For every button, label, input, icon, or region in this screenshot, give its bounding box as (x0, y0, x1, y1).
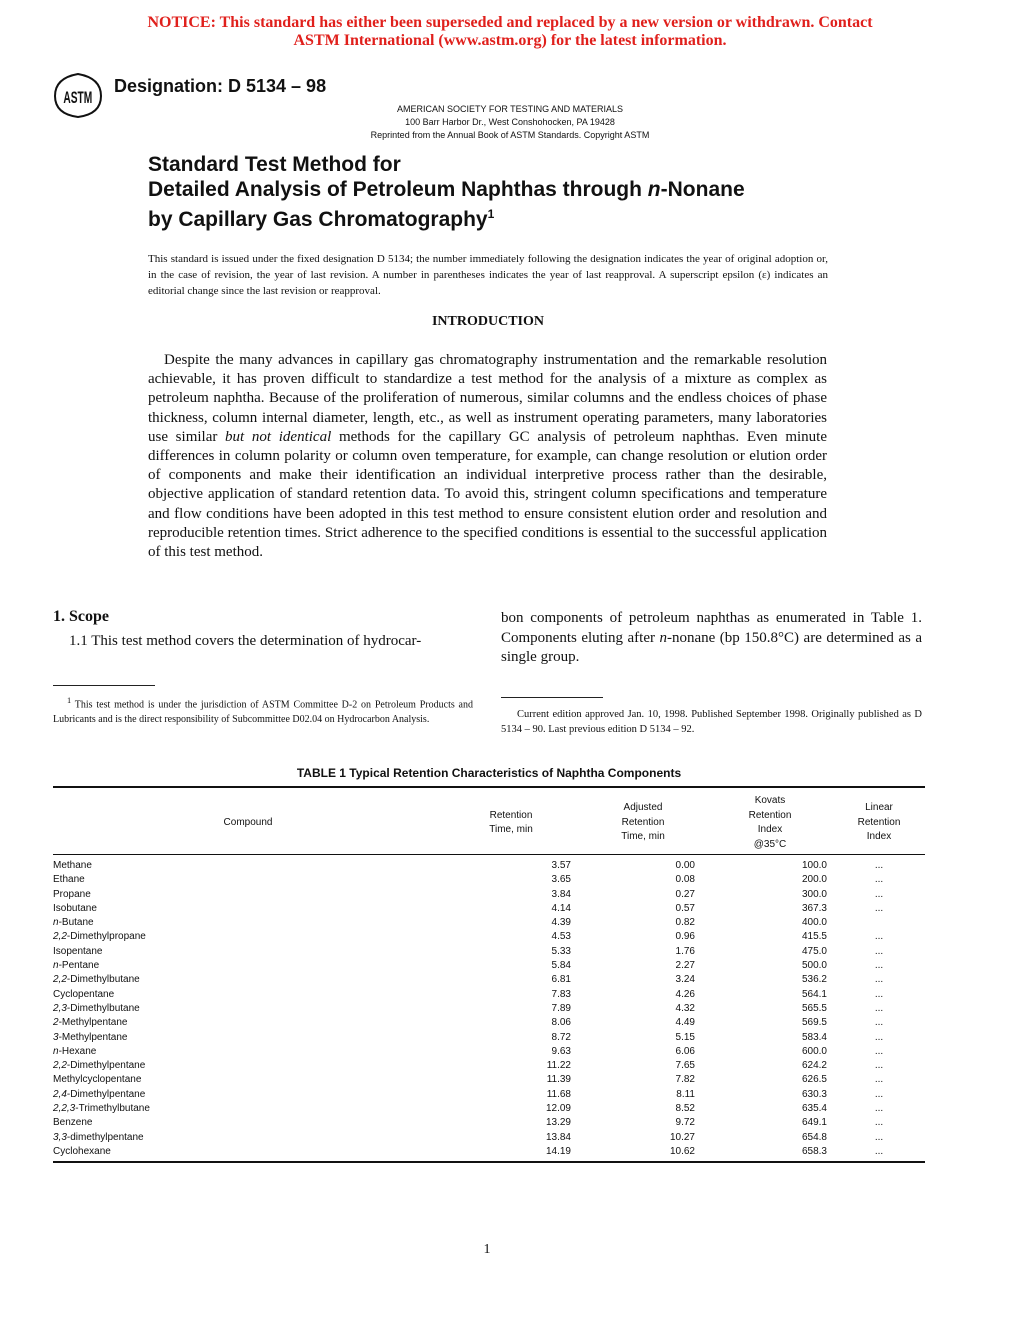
table-row (53, 888, 925, 902)
retention-time-cell: 5.33 (551, 945, 571, 957)
retention-time-cell: 7.89 (551, 1002, 571, 1014)
compound-cell: 2-Methylpentane (53, 1017, 128, 1029)
linear-index-cell: ... (874, 888, 884, 900)
header-kovats-index: Kovats Retention Index @35°C (707, 787, 833, 855)
compound-cell: 2,2-Dimethylpentane (53, 1060, 146, 1072)
kovats-index-cell: 564.1 (801, 988, 827, 1000)
footnote-rule-left (53, 685, 155, 686)
adjusted-retention-cell: 0.27 (675, 888, 695, 900)
retention-time-cell: 6.81 (551, 974, 571, 986)
kovats-index-cell: 400.0 (801, 917, 827, 929)
society-address: 100 Barr Harbor Dr., West Conshohocken, PA 19428 (405, 117, 615, 127)
retention-time-cell: 12.09 (545, 1103, 571, 1115)
compound-cell: Propane (53, 888, 91, 900)
retention-time-cell: 4.53 (551, 931, 571, 943)
table-row (53, 873, 925, 887)
compound-cell: n-Hexane (53, 1045, 97, 1057)
edition-note: Current edition approved Jan. 10, 1998. Published September 1998. Originally published as D 5134 – 90. Last previous edition D 5134 – 92. (501, 709, 922, 735)
kovats-index-cell: 200.0 (801, 874, 827, 886)
retention-table (53, 786, 925, 1163)
kovats-index-cell: 626.5 (801, 1074, 827, 1086)
adjusted-retention-cell: 0.00 (675, 860, 695, 871)
linear-index-cell: ... (874, 1145, 884, 1157)
notice-line-1: NOTICE: This standard has either been superseded and replaced by a new version or withdrawn. Contact (147, 14, 873, 31)
linear-index-cell: ... (874, 1131, 884, 1143)
linear-index-cell (833, 916, 925, 930)
table-row (53, 1031, 925, 1045)
compound-cell: n-Pentane (53, 960, 100, 972)
standard-title (148, 152, 745, 232)
header-retention-time: Retention Time, min (443, 787, 579, 855)
compound-cell: Ethane (53, 874, 85, 886)
astm-logo (52, 70, 104, 120)
table-caption: TABLE 1 Typical Retention Characteristics of Naphtha Components (296, 766, 682, 780)
kovats-index-cell: 536.2 (801, 974, 827, 986)
retention-time-cell: 9.63 (551, 1045, 571, 1057)
retention-time-cell: 7.83 (551, 988, 571, 1000)
linear-index-cell: ... (874, 974, 884, 986)
footnote-rule-right (501, 697, 603, 698)
compound-cell: Cyclopentane (53, 988, 115, 1000)
table-row (53, 902, 925, 916)
linear-index-cell: ... (874, 1074, 884, 1086)
adjusted-retention-cell: 10.27 (669, 1131, 695, 1143)
linear-index-cell: ... (874, 874, 884, 886)
compound-cell: Methane (53, 860, 92, 871)
kovats-index-cell: 475.0 (801, 945, 827, 957)
linear-index-cell: ... (874, 1088, 884, 1100)
table-row (53, 855, 925, 874)
table-row (53, 1016, 925, 1030)
header-compound: Compound (53, 787, 443, 855)
scope-right-column (501, 609, 922, 668)
introduction-heading: INTRODUCTION (431, 314, 544, 329)
linear-index-cell: ... (874, 945, 884, 957)
linear-index-cell: ... (874, 902, 884, 914)
table-header-row (53, 787, 925, 855)
adjusted-retention-cell: 9.72 (675, 1117, 695, 1129)
table-row (53, 1088, 925, 1102)
adjusted-retention-cell: 0.57 (675, 902, 695, 914)
designation: Designation: D 5134 – 98 (114, 76, 327, 96)
kovats-index-cell: 635.4 (801, 1103, 827, 1115)
society-block (300, 103, 720, 142)
table-row (53, 1073, 925, 1087)
adjusted-retention-cell: 4.26 (675, 988, 695, 1000)
title-footnote-mark: 1 (487, 207, 495, 221)
notice-line-2: ASTM International (www.astm.org) for the latest information. (293, 32, 727, 49)
table-row (53, 1002, 925, 1016)
compound-cell: Benzene (53, 1117, 93, 1129)
table-row (53, 1131, 925, 1145)
linear-index-cell: ... (874, 931, 884, 943)
compound-cell: 2,3-Dimethylbutane (53, 1002, 140, 1014)
table-body (53, 855, 925, 1163)
table-row (53, 973, 925, 987)
scope-paragraph-continued: bon components of petroleum naphthas as enumerated in Table 1. Components eluting after n-nonane (bp 150.8°C) are determined as a single group. (501, 610, 922, 665)
retention-time-cell: 4.39 (551, 917, 571, 929)
page-number: 1 (483, 1242, 491, 1257)
adjusted-retention-cell: 5.15 (675, 1031, 695, 1043)
retention-time-cell: 8.06 (551, 1017, 571, 1029)
retention-time-cell: 11.22 (546, 1060, 571, 1072)
adjusted-retention-cell: 8.11 (676, 1088, 695, 1100)
linear-index-cell: ... (874, 1017, 884, 1029)
issuance-statement: This standard is issued under the fixed designation D 5134; the number immediately following the designation indicates the year of original adoption or, in the case of revision, the year of last revision. A number in parentheses indicates the year of last reapproval. A superscript epsilon (ε) indicates an editorial change since the last revision or reapproval. (148, 253, 828, 297)
adjusted-retention-cell: 4.32 (675, 1002, 695, 1014)
scope-left-column (53, 607, 474, 651)
table-row (53, 916, 925, 930)
header-linear-index: Linear Retention Index (833, 787, 925, 855)
linear-index-cell: ... (874, 988, 884, 1000)
adjusted-retention-cell: 4.49 (675, 1017, 695, 1029)
scope-heading: 1. Scope (53, 608, 109, 625)
compound-cell: 2,2,3-Trimethylbutane (53, 1103, 150, 1115)
adjusted-retention-cell: 0.08 (675, 874, 695, 886)
table-row (53, 945, 925, 959)
kovats-index-cell: 654.8 (801, 1131, 827, 1143)
compound-cell: Methylcyclopentane (53, 1074, 142, 1086)
compound-cell: Cyclohexane (53, 1145, 111, 1157)
title-line-1: Standard Test Method for (148, 153, 401, 176)
scope-paragraph-1-1: 1.1 This test method covers the determination of hydrocar- (69, 633, 422, 649)
retention-time-cell: 13.29 (545, 1117, 571, 1129)
compound-cell: Isopentane (53, 945, 103, 957)
kovats-index-cell: 300.0 (801, 888, 827, 900)
astm-logo-text: ASTM (63, 87, 93, 107)
adjusted-retention-cell: 7.65 (675, 1060, 695, 1072)
table-row (53, 1059, 925, 1073)
linear-index-cell: ... (874, 1031, 884, 1043)
adjusted-retention-cell: 2.27 (675, 960, 695, 972)
adjusted-retention-cell: 0.82 (675, 917, 695, 929)
kovats-index-cell: 415.5 (801, 931, 827, 943)
kovats-index-cell: 100.0 (801, 860, 827, 871)
kovats-index-cell: 500.0 (801, 960, 827, 972)
table-row (53, 959, 925, 973)
table-row (53, 1045, 925, 1059)
retention-time-cell: 3.84 (551, 888, 571, 900)
adjusted-retention-cell: 0.96 (675, 931, 695, 943)
table-row (53, 1145, 925, 1162)
kovats-index-cell: 630.3 (801, 1088, 827, 1100)
kovats-index-cell: 565.5 (801, 1002, 827, 1014)
linear-index-cell: ... (874, 1060, 884, 1072)
kovats-index-cell: 624.2 (801, 1060, 827, 1072)
adjusted-retention-cell: 8.52 (675, 1103, 695, 1115)
table-row (53, 988, 925, 1002)
table-row (53, 930, 925, 944)
table-row (53, 1116, 925, 1130)
header-adjusted-retention: Adjusted Retention Time, min (579, 787, 707, 855)
retention-time-cell: 4.14 (551, 902, 571, 914)
title-line-2: Detailed Analysis of Petroleum Naphthas through n-Nonane (148, 178, 745, 201)
compound-cell: 3,3-dimethylpentane (53, 1131, 144, 1143)
linear-index-cell: ... (874, 960, 884, 972)
table-row (53, 1102, 925, 1116)
kovats-index-cell: 367.3 (801, 902, 827, 914)
adjusted-retention-cell: 3.24 (675, 974, 695, 986)
retention-time-cell: 5.84 (551, 960, 571, 972)
compound-cell: Isobutane (53, 902, 97, 914)
adjusted-retention-cell: 6.06 (675, 1045, 695, 1057)
kovats-index-cell: 649.1 (801, 1117, 827, 1129)
retention-time-cell: 8.72 (551, 1031, 571, 1043)
linear-index-cell: ... (874, 1002, 884, 1014)
kovats-index-cell: 658.3 (801, 1145, 827, 1157)
kovats-index-cell: 569.5 (801, 1017, 827, 1029)
compound-cell: 2,2-Dimethylbutane (53, 974, 140, 986)
retention-time-cell: 14.19 (545, 1145, 571, 1157)
linear-index-cell: ... (874, 860, 884, 871)
adjusted-retention-cell: 1.76 (675, 945, 695, 957)
supersession-notice (60, 14, 960, 50)
title-line-3: by Capillary Gas Chromatography$^1$ (148, 207, 495, 231)
linear-index-cell: ... (874, 1117, 884, 1129)
society-name: AMERICAN SOCIETY FOR TESTING AND MATERIALS (396, 104, 624, 114)
retention-time-cell: 3.57 (551, 860, 571, 871)
introduction-text: Despite the many advances in capillary gas chromatography instrumentation and the remarkable resolution achievable, it has proven difficult to standardize a test method for the analysis of a mixture as complex as petroleum naphtha. Because of the proliferation of numerous, similar columns and the endless choices of phase thickness, column internal diameter, length, etc., as well as instrument operating parameters, many laboratories use similar but not identical methods for the capillary GC analysis of petroleum naphthas. Even minute differences in column polarity or column oven temperature, for example, can change resolution or elution order of components and make their identification an individual interpretive process rather than the desirable, objective application of standard retention data. To avoid this, stringent column specifications and temperature and flow conditions have been adopted in this test method to ensure consistent elution order and resolution and reproducible retention times. Strict adherence to the specified conditions is essential to the successful application of this test method. (148, 352, 828, 561)
compound-cell: 2,2-Dimethylpropane (53, 931, 146, 943)
linear-index-cell: ... (874, 1103, 884, 1115)
footnote-1: $^1$ This test method is under the jurisdiction of ASTM Committee D-2 on Petroleum Products and Lubricants and is the direct responsibility of Subcommittee D02.04 on Hydrocarbon Analysis. (53, 696, 473, 726)
compound-cell: 2,4-Dimethylpentane (53, 1088, 146, 1100)
kovats-index-cell: 583.4 (801, 1031, 827, 1043)
retention-time-cell: 3.65 (551, 874, 571, 886)
adjusted-retention-cell: 7.82 (675, 1074, 695, 1086)
adjusted-retention-cell: 10.62 (669, 1145, 695, 1157)
retention-time-cell: 11.68 (546, 1088, 571, 1100)
compound-cell: 3-Methylpentane (53, 1031, 128, 1043)
compound-cell: n-Butane (53, 917, 94, 929)
retention-time-cell: 11.39 (546, 1074, 571, 1086)
retention-time-cell: 13.84 (545, 1131, 571, 1143)
linear-index-cell: ... (874, 1045, 884, 1057)
reprint-note: Reprinted from the Annual Book of ASTM Standards. Copyright ASTM (370, 130, 650, 140)
kovats-index-cell: 600.0 (801, 1045, 827, 1057)
